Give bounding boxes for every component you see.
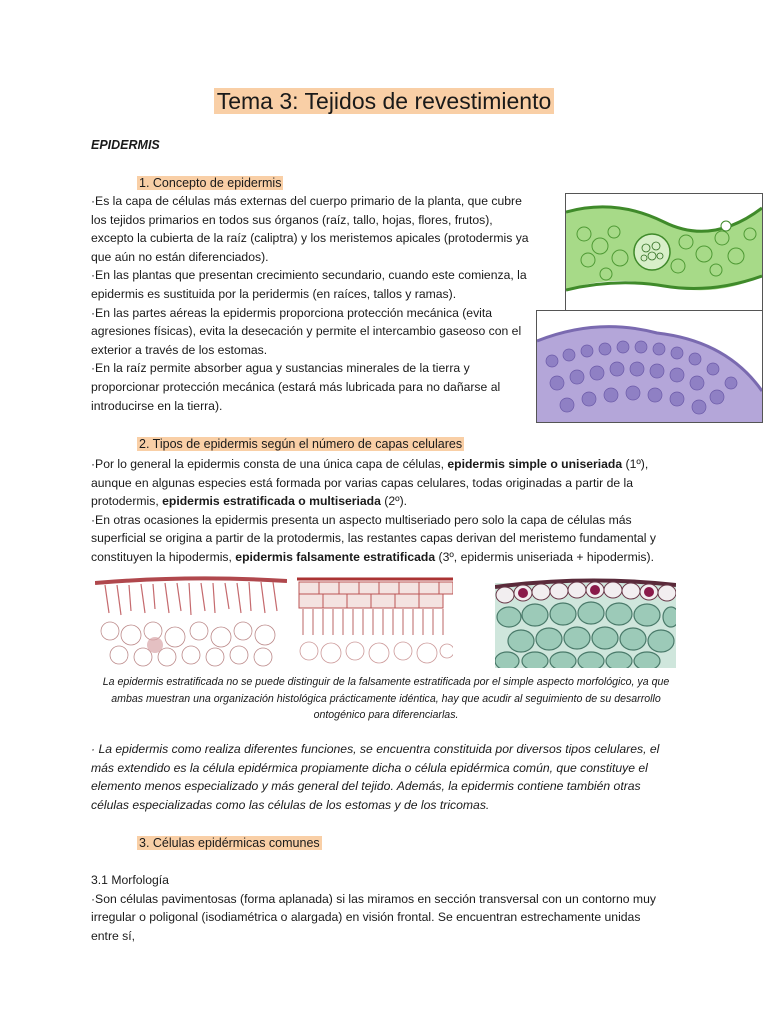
epidermis-multiseriada-image [297,573,453,668]
concepto-text [91,192,531,415]
morfologia-block [91,871,671,945]
concepto-paragraph: ·En las partes aéreas la epidermis proporciona protección mecánica (evita agresiones físicas), evita la desecación y permite el intercambio gaseoso con el exterior a través de los estomas. [91,305,522,357]
epidermis-falsamente-estratificada-image [495,573,676,668]
tipos-text [91,455,681,567]
page-title: Tema 3: Tejidos de revestimiento [0,86,768,116]
morfologia-text: ·Son células pavimentosas (forma aplanada) si las miramos en sección transversal con un contorno muy irregular o poligonal (isodiamétrica o alargada) en visión frontal. Se encuentran estrechamente unidas entre sí, [91,891,656,943]
heading-celulas: 3. Células epidérmicas comunes [139,836,320,850]
concepto-paragraph: ·En la raíz permite absorber agua y sustancias minerales de la tierra y proporcionar protección mecánica (estará más lubricada para no dañarse al introducirse en la tierra). [91,361,501,413]
heading-concepto: 1. Concepto de epidermis [139,176,282,190]
cell-types-paragraph: · La epidermis como realiza diferentes funciones, se encuentra constituida por diversos tipos celulares, el más extendido es la célula epidérmica propiamente dicha o célula epidérmica común, que constituye el elemento menos especializado y más general del tejido. Además, la epidermis contiene también otras células especializadas como las células de los estomas y de los tricomas. [91,742,660,812]
tipos-paragraph-1: ·Por lo general la epidermis consta de una única capa de células, epidermis simple o uniseriada (1º), aunque en algunas especies está formada por varias capas celulares, todas originadas a partir de la protodermis, epidermis estratificada o multiseriada (2º). [91,457,649,509]
tipos-paragraph-2: ·En otras ocasiones la epidermis presenta un aspecto multiseriado pero solo la capa de células más superficial se origina a partir de la protodermis, las restantes capas derivan del meristemo fundamental y constituyen la hipodermis, epidermis falsamente estratificada (3º, epidermis uniseriada + hipodermis). [91,512,656,564]
leaf-section-image [565,193,763,311]
heading-tipos: 2. Tipos de epidermis según el número de capas celulares [139,437,463,451]
concepto-paragraph: ·En las plantas que presentan crecimiento secundario, cuando este comienza, la epidermis es sustituida por la peridermis (en raíces, tallos y ramas). [91,268,527,301]
concepto-paragraph: ·Es la capa de células más externas del cuerpo primario de la planta, que cubre los tejidos primarios en todos sus órganos (raíz, tallo, hojas, flores, frutos), excepto la cubierta de la raíz (caliptra) y los meristemos apicales (protodermis ya que aún no están diferenciados). [91,194,529,264]
figure-caption: La epidermis estratificada no se puede distinguir de la falsamente estratificada por el simple aspecto morfológico, ya que ambas muestran una organización histológica prácticamente idéntica, hay que acudir al seguimiento de su desarrollo ontogénico para diferenciarlas. [102,676,670,721]
section-heading: EPIDERMIS [91,138,160,152]
morfologia-heading: 3.1 Morfología [91,873,169,887]
root-section-image [536,310,763,423]
epidermis-uniseriada-image [95,573,287,668]
